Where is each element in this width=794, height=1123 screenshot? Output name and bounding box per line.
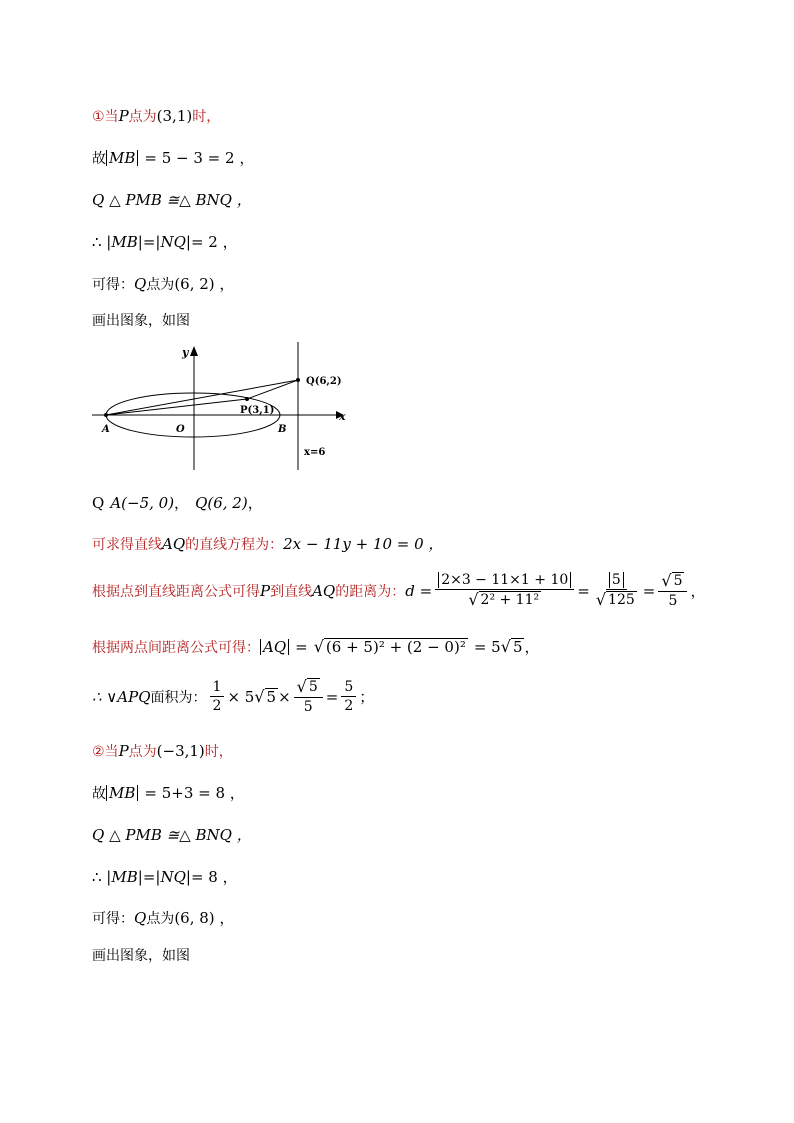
case2-heading-mid: 点为 bbox=[128, 744, 157, 760]
case2-heading-suffix: 时， bbox=[204, 744, 233, 760]
case2-result-point: (6, 8) ， bbox=[174, 909, 235, 927]
case2-equal-nq: NQ bbox=[160, 867, 186, 886]
length-end: ， bbox=[524, 638, 540, 656]
case2-result-prefix: 可得： bbox=[92, 910, 134, 927]
distance-fraction-3: √ 5 5 bbox=[658, 572, 687, 609]
distance-eq2: = bbox=[577, 581, 590, 600]
case1-result-prefix: 可得： bbox=[92, 276, 134, 293]
length-lhs: AQ bbox=[260, 639, 289, 655]
case2-equal-mb: MB bbox=[111, 867, 138, 886]
case2-congruent-line bbox=[92, 824, 252, 845]
ellipse-figure bbox=[88, 342, 368, 472]
area-label: 面积为： bbox=[150, 689, 207, 706]
area-prefix: ∴ ∨APQ bbox=[92, 687, 151, 706]
distance-den2: 125 bbox=[608, 592, 635, 608]
length-root: 5 bbox=[512, 637, 523, 656]
case1-equal-prefix: ∴ | bbox=[92, 232, 112, 251]
area-root1: 5 bbox=[266, 687, 277, 706]
case1-equal-mid: |=| bbox=[137, 232, 161, 251]
area-f3-den: 2 bbox=[344, 698, 354, 714]
case1-mb-expr: MB bbox=[106, 150, 138, 166]
distance-denominator: 2² + 11² bbox=[480, 592, 540, 608]
line-pq bbox=[247, 380, 298, 399]
case2-equal-mid: |=| bbox=[137, 867, 161, 886]
distance-point: P bbox=[260, 581, 271, 600]
area-f1-num: 1 bbox=[210, 679, 225, 697]
distance-eq3: = bbox=[642, 581, 656, 600]
case2-equal-value: |= 8 ， bbox=[185, 868, 238, 886]
points-suffix: ， bbox=[247, 494, 263, 512]
points-a: A(−5, 0) bbox=[110, 493, 175, 512]
x-label: x bbox=[339, 410, 346, 423]
case1-result-var: Q bbox=[134, 274, 147, 293]
length-eq2: = 5 bbox=[473, 637, 501, 656]
distance-suffix: 的距离为： bbox=[335, 583, 406, 600]
case2-heading-var: P bbox=[118, 742, 129, 760]
point-p bbox=[245, 397, 249, 401]
length-line: 根据两点间距离公式可得： AQ = √ (6 + 5)² + (2 − 0)² = 5 √ 5 ， bbox=[92, 636, 540, 656]
distance-line bbox=[92, 572, 706, 609]
distance-num3: 5 bbox=[673, 573, 683, 589]
case2-mb-value: = 5+3 = 8 ， bbox=[144, 784, 245, 802]
area-end: ； bbox=[359, 688, 375, 706]
points-q: Q(6, 2) bbox=[195, 493, 248, 512]
area-f2-root: 5 bbox=[308, 679, 318, 695]
case2-congruent: Q △ PMB ≅△ BNQ ， bbox=[92, 826, 252, 844]
a-label: A bbox=[102, 424, 110, 435]
area-line: ∴ ∨APQ 面积为： $\frac{1}{2}$ × 5 √ 5 × √ 5 5 = $\frac{5}{2}$ ； bbox=[92, 677, 375, 715]
case1-congruent-line bbox=[92, 189, 252, 210]
line-eq-equation: 2x − 11y + 10 = 0 ， bbox=[283, 535, 444, 553]
case1-mb-value: = 5 − 3 = 2 ， bbox=[144, 149, 255, 167]
area-times2: × bbox=[278, 687, 291, 706]
case1-heading-var: P bbox=[118, 107, 129, 125]
distance-mid: 到直线 bbox=[270, 583, 313, 600]
line-eq-prefix: 可求得直线 bbox=[92, 536, 162, 553]
case2-result-var: Q bbox=[134, 908, 147, 927]
area-f2-den: 5 bbox=[303, 699, 313, 715]
line-ap bbox=[106, 399, 247, 415]
case1-draw-text: 画出图象，如图 bbox=[92, 313, 190, 329]
case1-equal-value: |= 2 ， bbox=[185, 233, 238, 251]
area-f3-num: 5 bbox=[341, 679, 356, 697]
area-fraction-3 bbox=[341, 679, 356, 714]
y-axis-arrow bbox=[190, 346, 198, 356]
o-label: O bbox=[176, 424, 185, 435]
area-fraction-2: √ 5 5 bbox=[294, 678, 323, 715]
case2-result-line bbox=[92, 907, 234, 928]
points-prefix: Q bbox=[92, 493, 105, 512]
case1-result-line bbox=[92, 273, 234, 294]
case1-equal-line bbox=[92, 231, 238, 252]
line-eq-name: AQ bbox=[162, 534, 186, 553]
case1-congruent: Q △ PMB ≅△ BNQ ， bbox=[92, 191, 252, 209]
case2-equal-prefix: ∴ | bbox=[92, 867, 112, 886]
distance-line-name: AQ bbox=[312, 581, 336, 600]
length-radicand: (6 + 5)² + (2 − 0)² bbox=[325, 637, 466, 656]
case2-mb-expr: MB bbox=[106, 785, 138, 801]
case2-equal-line bbox=[92, 866, 238, 887]
points-line bbox=[92, 492, 263, 513]
area-f1-den: 2 bbox=[212, 698, 222, 714]
case1-heading-prefix: ①当 bbox=[92, 109, 119, 125]
distance-num2: 5 bbox=[609, 572, 624, 588]
case1-equal-nq: NQ bbox=[160, 232, 186, 251]
case2-draw-text: 画出图象，如图 bbox=[92, 948, 190, 964]
distance-prefix: 根据点到直线距离公式可得 bbox=[92, 583, 260, 600]
line-label: x=6 bbox=[304, 447, 326, 458]
area-eq: = bbox=[325, 687, 339, 706]
case2-draw-line bbox=[92, 945, 190, 965]
line-equation-line bbox=[92, 533, 443, 554]
y-label: y bbox=[182, 346, 189, 359]
case1-mb-prefix: 故 bbox=[92, 150, 106, 167]
point-q bbox=[296, 378, 300, 382]
case2-mb-prefix: 故 bbox=[92, 785, 106, 802]
distance-end: ， bbox=[690, 582, 706, 600]
case1-draw-line bbox=[92, 310, 190, 330]
length-eq: = bbox=[295, 637, 308, 656]
q-label: Q(6,2) bbox=[306, 376, 342, 387]
distance-fraction-2: 5 √ 125 bbox=[595, 572, 635, 609]
area-fraction-1 bbox=[210, 679, 225, 714]
case1-result-point: (6, 2) ， bbox=[174, 275, 235, 293]
area-times1: × 5 bbox=[227, 687, 255, 706]
line-eq-suffix: 的直线方程为： bbox=[185, 536, 284, 553]
distance-d-eq: d = bbox=[405, 581, 433, 600]
case2-heading-point: (−3,1) bbox=[156, 742, 205, 760]
case1-result-mid: 点为 bbox=[146, 276, 175, 293]
b-label: B bbox=[278, 424, 287, 435]
case2-mb-line bbox=[92, 782, 245, 803]
point-a bbox=[104, 413, 108, 417]
case2-heading-prefix: ②当 bbox=[92, 744, 119, 760]
p-label: P(3,1) bbox=[240, 405, 275, 416]
distance-numerator: 2×3 − 11×1 + 10 bbox=[438, 572, 571, 588]
case1-mb-line bbox=[92, 147, 254, 168]
case1-heading-suffix: 时， bbox=[192, 109, 221, 125]
case1-heading bbox=[92, 106, 220, 126]
case1-heading-point: (3,1) bbox=[156, 107, 193, 125]
distance-den3: 5 bbox=[668, 593, 678, 609]
case1-equal-mb: MB bbox=[111, 232, 138, 251]
distance-fraction-1: 2×3 − 11×1 + 10 √ 2² + 11² bbox=[435, 572, 574, 609]
case2-result-mid: 点为 bbox=[146, 910, 175, 927]
points-sep: ， bbox=[174, 494, 190, 512]
case2-heading bbox=[92, 741, 233, 761]
case1-heading-mid: 点为 bbox=[128, 109, 157, 125]
length-text: 根据两点间距离公式可得： bbox=[92, 639, 260, 656]
